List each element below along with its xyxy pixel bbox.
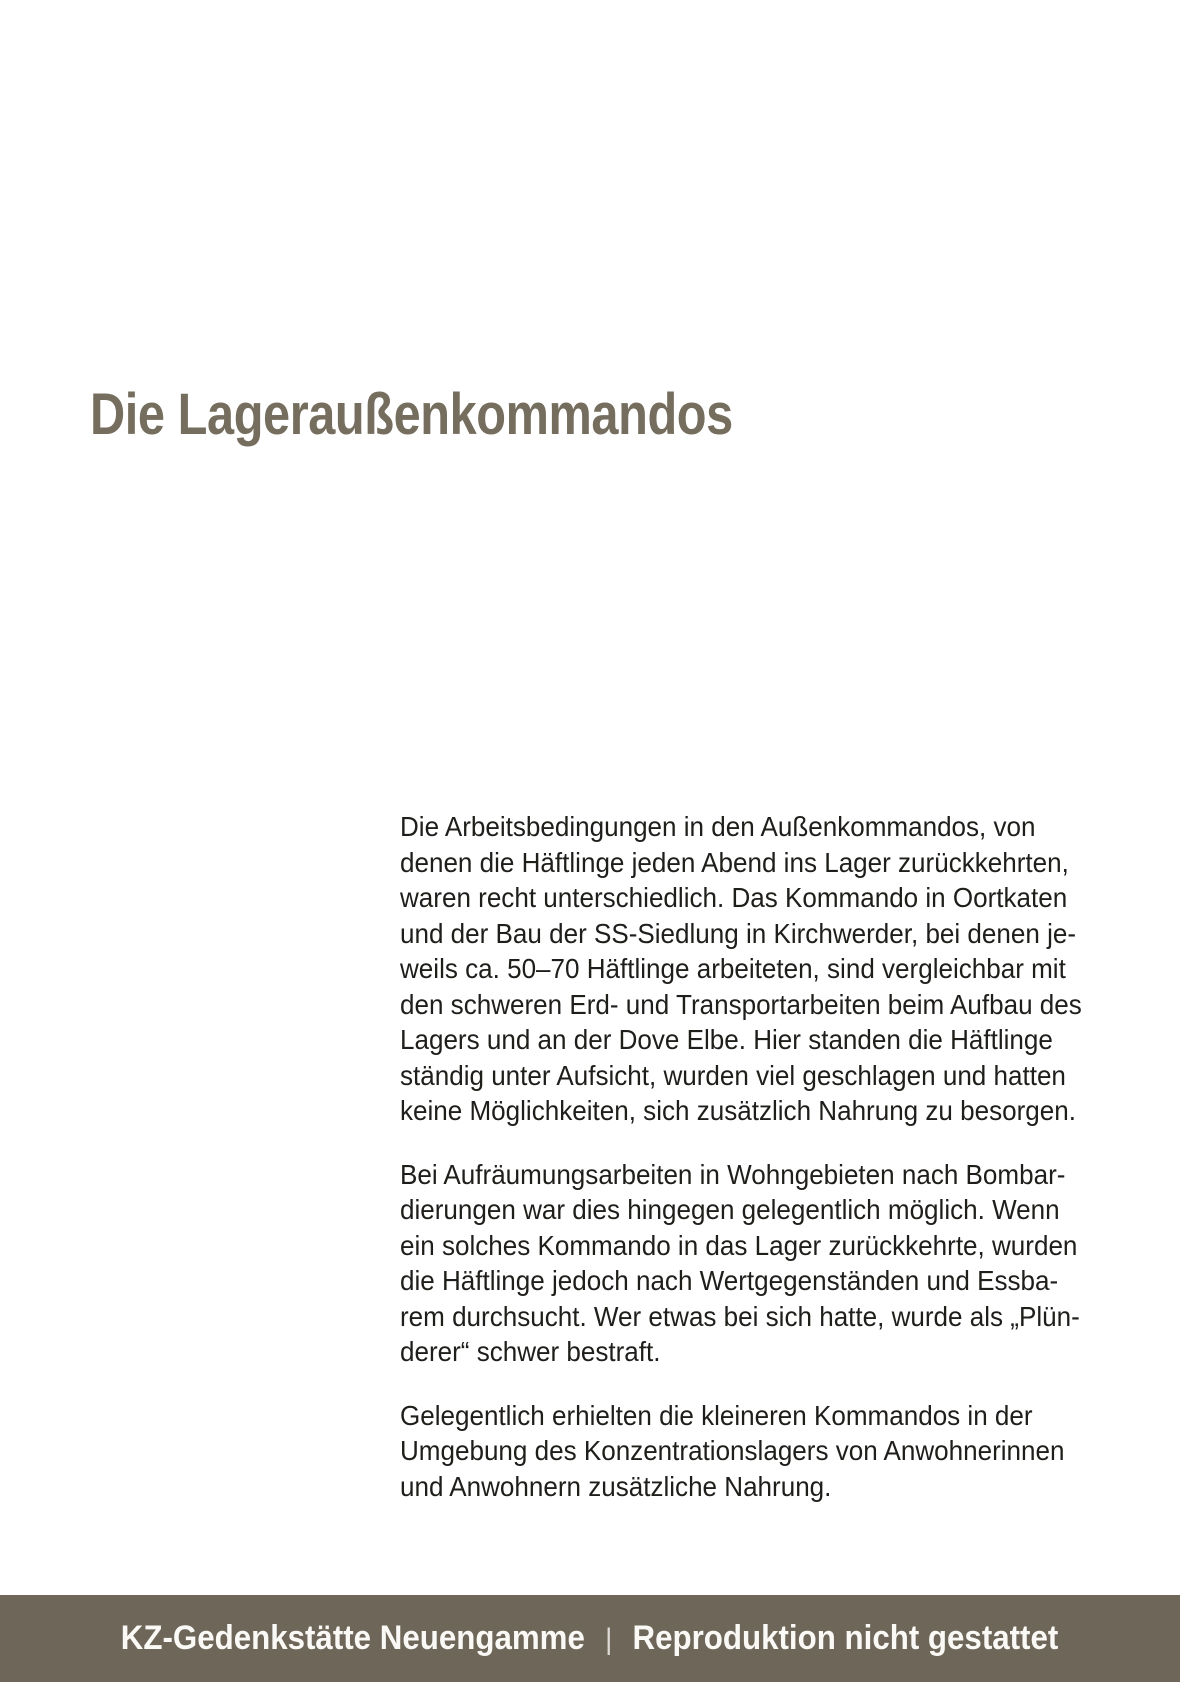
- article-body: [400, 809, 1163, 1504]
- page-title: [90, 382, 855, 447]
- paragraph: Gelegentlich erhielten die kleineren Kommandos in der Umgebung des Konzentrationslagers von Anwohnerinnen und Anwohnern zusätzliche Nahrung.: [400, 1399, 1065, 1502]
- footer-bar: [0, 1595, 1180, 1682]
- paragraph: Die Arbeitsbedingungen in den Außenkommandos, von denen die Häftlinge jeden Abend ins Lager zurückkehrten, waren recht unterschiedlich. Das Kommando in Oortkaten und der Bau der SS-Siedlung in Kirchwerder, bei denen je- weils ca. 50–70 Häftlinge arbeiteten, sind vergleichbar mit den schweren Erd- und Transportarbeiten beim Aufbau des Lagers und an der Dove Elbe. Hier standen die Häftlinge ständig unter Aufsicht, wurden viel geschlagen und hatten keine Möglichkeiten, sich zusätzlich Nahrung zu besorgen.: [400, 811, 1082, 1126]
- footer-separator: |: [605, 1623, 613, 1656]
- footer-text: [121, 1619, 1059, 1658]
- paragraph: Bei Aufräumungsarbeiten in Wohngebieten nach Bombar- dierungen war dies hingegen gelegentlich möglich. Wenn ein solches Kommando in das Lager zurückkehrte, wurden die Häftlinge jedoch nach Wertgegenständen und Essba- rem durchsucht. Wer etwas bei sich hatte, wurde als „Plün- derer“ schwer bestraft.: [400, 1158, 1080, 1367]
- page-title-text: Die Lageraußenkommandos: [90, 382, 733, 447]
- footer-notice: Reproduktion nicht gestattet: [632, 1619, 1059, 1657]
- footer-organization: KZ-Gedenkstätte Neuengamme: [121, 1619, 586, 1657]
